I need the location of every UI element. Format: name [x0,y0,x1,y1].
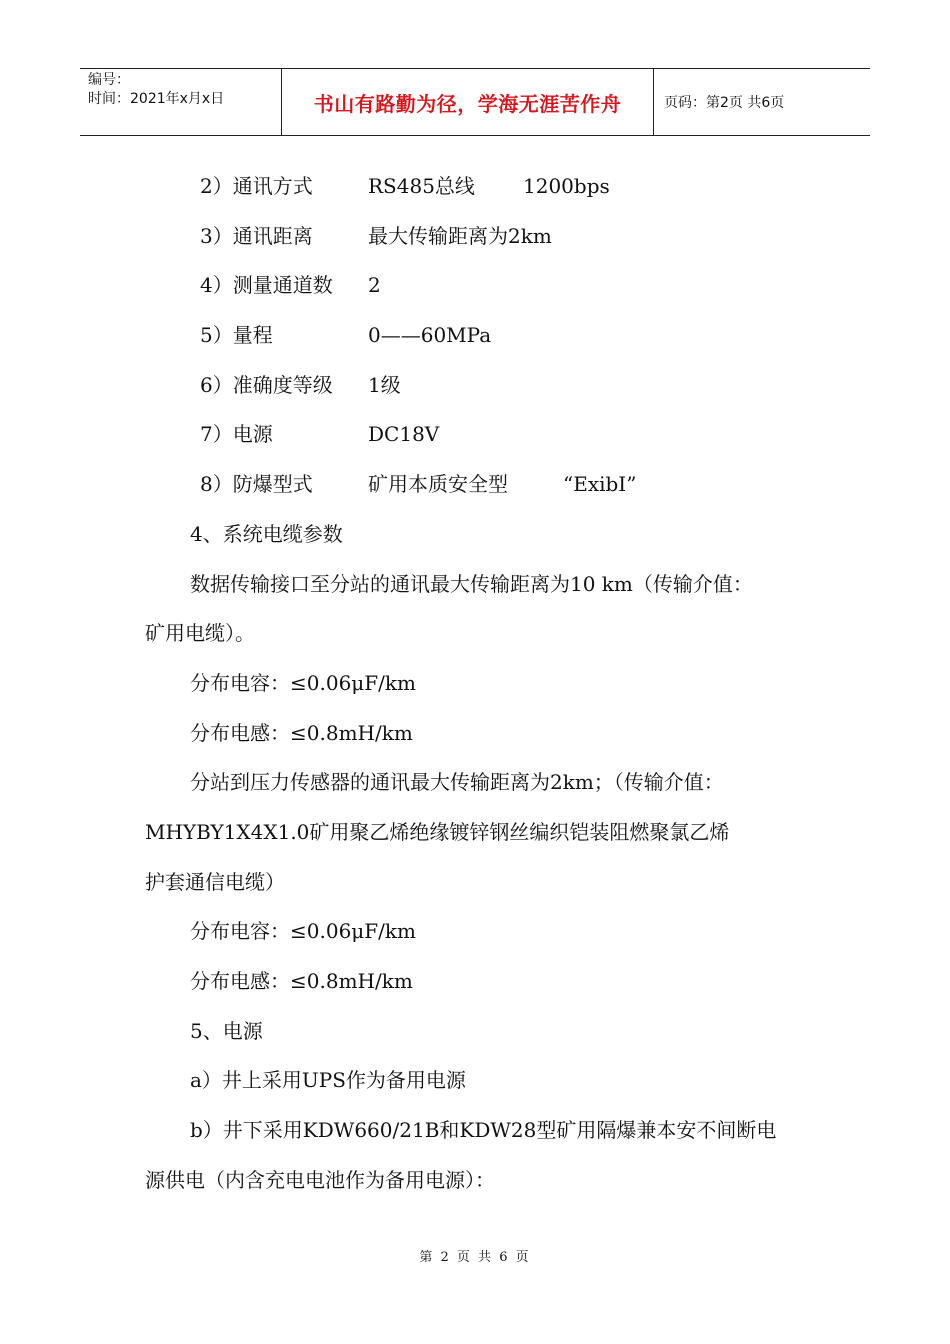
spec-value: 1级 [368,372,401,397]
spec-label: 5）量程 [200,323,273,348]
spec-value-extra: 1200bps [523,174,610,198]
spec-value: 矿用本质安全型 [368,472,508,497]
spec-label: 4）测量通道数 [200,273,333,298]
spec-value: 最大传输距离为2km [368,223,552,248]
header-motto: 书山有路勤为径，学海无涯苦作舟 [282,69,654,135]
spec-label: 2）通讯方式 [200,174,313,198]
spec-value: 2 [368,273,381,298]
spec-value: 0——60MPa [368,323,492,348]
page-footer: 第 2 页 共 6 页 [419,1250,531,1265]
spec-row [145,311,825,361]
document-number-label: 编号： [88,72,130,88]
spec-label: 8）防爆型式 [200,472,313,497]
spec-label: 3）通讯距离 [200,223,313,248]
paragraph-line: 数据传输接口至分站的通讯最大传输距离为10 km（传输介值： [190,571,753,596]
paragraph-line: 源供电（内含充电电池作为备用电源）： [145,1167,495,1192]
section-4-title: 4、系统电缆参数 [190,521,343,546]
spec-value: DC18V [368,422,440,447]
paragraph-line: 护套通信电缆） [145,869,285,894]
spec-value: RS485总线 [368,174,475,198]
spec-row [145,410,825,460]
paragraph-line: MHYBY1X4X1.0矿用聚乙烯绝缘镀锌钢丝编织铠装阻燃聚氯乙烯 [145,819,730,844]
inductance-line: 分布电感：≤0.8mH/km [190,720,413,745]
capacitance-line: 分布电容：≤0.06μF/km [190,670,416,695]
capacitance-line: 分布电容：≤0.06μF/km [190,919,416,944]
header-meta [80,69,282,135]
spec-row [145,162,825,212]
page-header [80,68,870,136]
inductance-line: 分布电感：≤0.8mH/km [190,969,413,993]
paragraph-line: 分站到压力传感器的通讯最大传输距离为2km；（传输介值： [190,770,724,795]
spec-label: 6）准确度等级 [200,372,333,397]
spec-row [145,460,825,510]
spec-value-extra: “ExibI” [563,472,637,497]
document-body [145,162,825,1205]
paragraph-line: 矿用电缆）。 [145,621,255,646]
spec-row [145,261,825,311]
header-page-info: 页码：第2页 共6页 [664,95,785,111]
list-item: b）井下采用KDW660/21B和KDW28型矿用隔爆兼本安不间断电 [190,1118,777,1143]
spec-label: 7）电源 [200,422,273,447]
section-5-title: 5、电源 [190,1018,263,1043]
spec-row [145,361,825,411]
list-item: a）井上采用UPS作为备用电源 [190,1068,466,1093]
document-time: 时间：2021年x月x日 [88,91,225,107]
spec-row [145,212,825,262]
